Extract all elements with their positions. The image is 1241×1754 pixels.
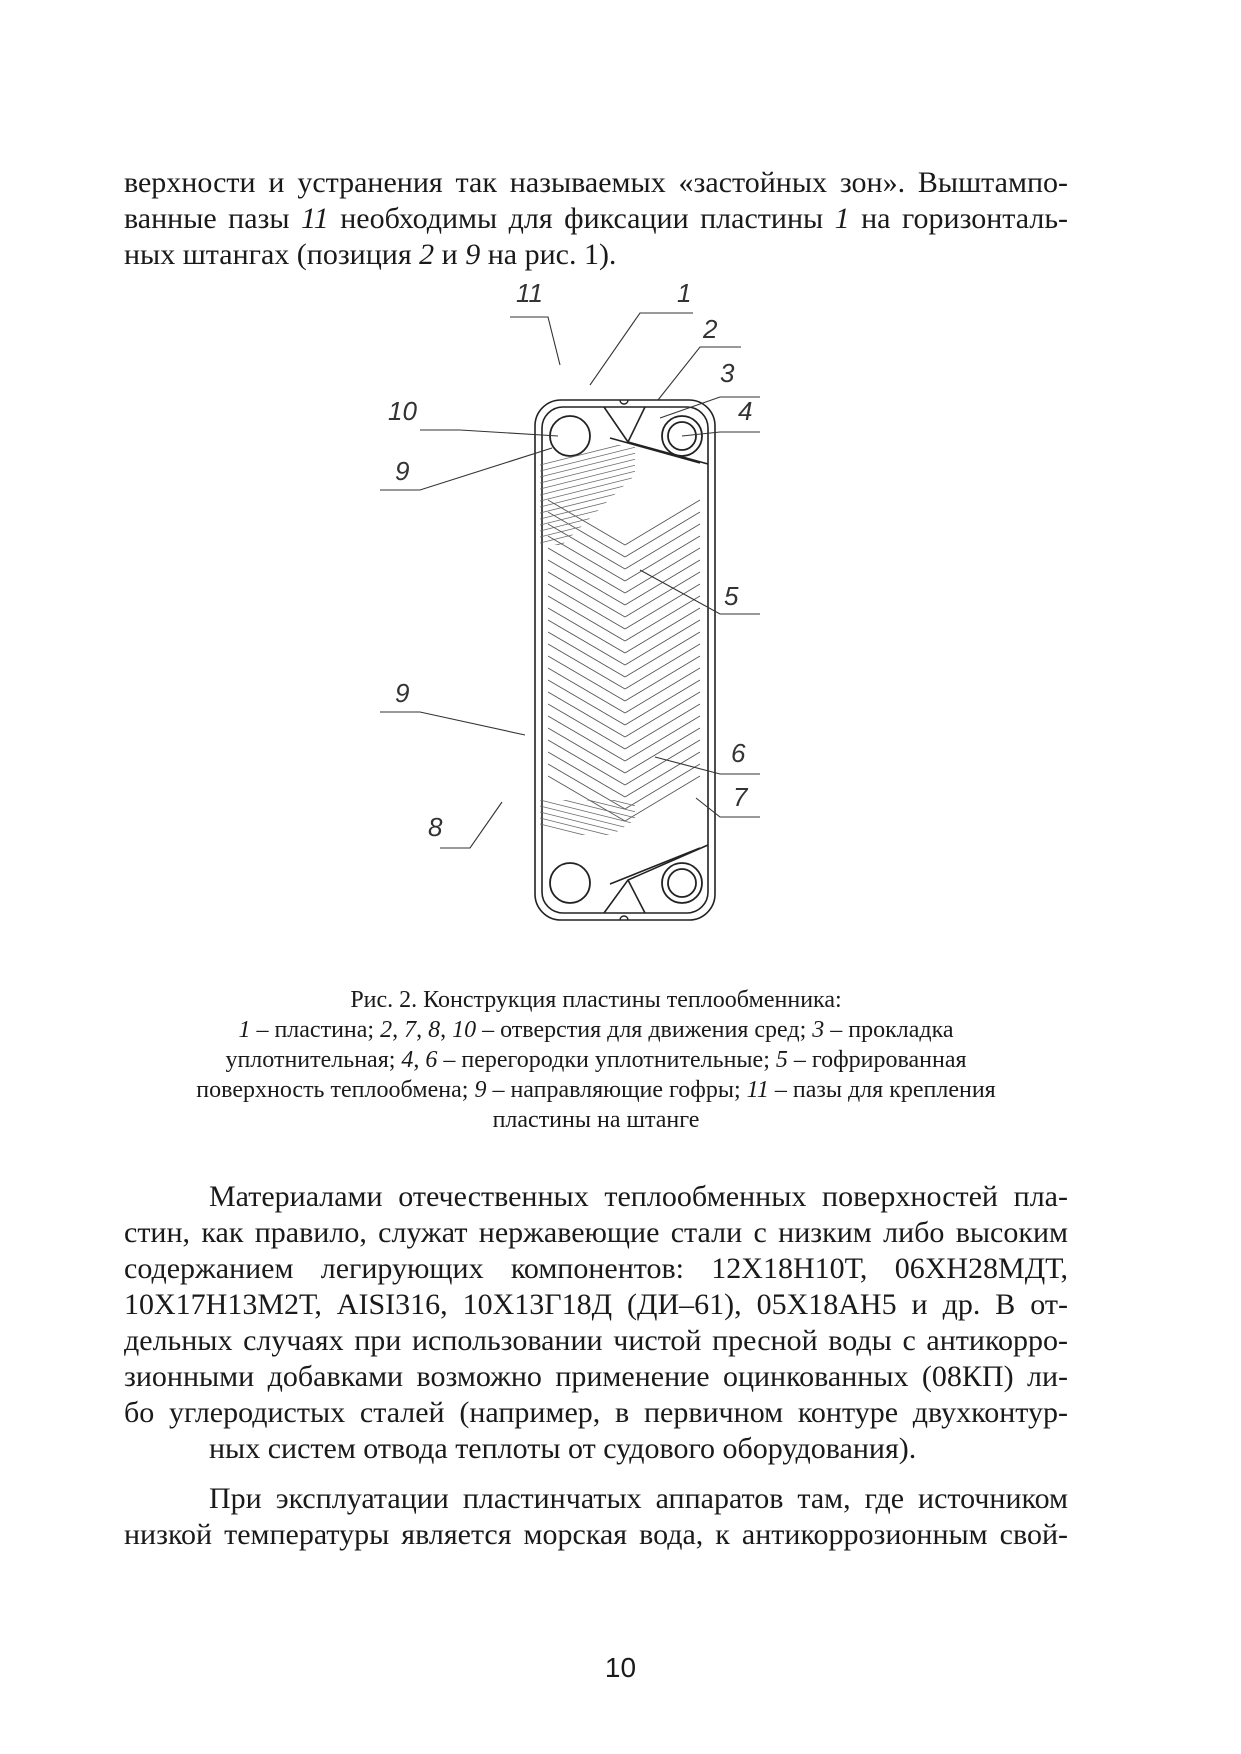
label-1: 1 [677, 278, 692, 308]
plate-drawing [388, 278, 860, 970]
label-10: 10 [388, 396, 417, 426]
paragraph-line: Материалами отечественных теплообменных поверхностей пла- [209, 1180, 1068, 1213]
paragraph-line: ных систем отвода теплоты от судового оборудования). [209, 1432, 917, 1465]
paragraph-line: низкой температуры является морская вода, к антикоррозионным свой- [124, 1518, 1068, 1551]
figure-caption [124, 985, 1068, 1135]
label-8: 8 [428, 812, 443, 842]
guide-corrugations-bottom [520, 777, 640, 849]
label-11: 11 [516, 278, 543, 308]
port-bottom-left [550, 863, 590, 903]
caption-line: пластины на штанге [492, 1107, 700, 1133]
paragraph-line: дельных случаях при использовании чистой пресной воды с антикорро- [124, 1324, 1068, 1357]
plate-outline [535, 400, 715, 920]
guide-corrugations-top [520, 440, 640, 560]
paragraph-line: При эксплуатации пластинчатых аппаратов там, где источником [209, 1482, 1068, 1515]
paragraph-materials [124, 1179, 1068, 1467]
caption-title: Рис. 2. Конструкция пластины теплообменника: [350, 987, 842, 1013]
caption-line: поверхность теплообмена; 9 – направляющие гофры; 11 – пазы для крепления [196, 1077, 996, 1103]
label-7: 7 [733, 782, 748, 812]
label-2: 2 [703, 314, 718, 344]
paragraph-top [124, 165, 1068, 273]
label-4: 4 [738, 396, 753, 426]
paragraph-line: бо углеродистых сталей (например, в первичном контуре двухконтур- [124, 1396, 1068, 1429]
label-5: 5 [724, 581, 739, 611]
corrugated-surface [548, 500, 700, 821]
paragraph-operation [124, 1481, 1068, 1553]
leader-lines [380, 313, 760, 848]
label-6: 6 [731, 738, 746, 768]
label-3: 3 [720, 358, 735, 388]
paragraph-line: ных штангах (позиция 2 и 9 на рис. 1). [124, 238, 617, 271]
label-9-bottom: 9 [395, 678, 410, 708]
label-9-top: 9 [395, 456, 410, 486]
paragraph-line: ванные пазы 11 необходимы для фиксации пластины 1 на горизонталь- [124, 202, 1068, 235]
paragraph-line: 10Х17Н13М2Т, AISI316, 10Х13Г18Д (ДИ–61), 05Х18АН5 и др. В от- [124, 1288, 1068, 1321]
paragraph-line: зионными добавками возможно применение оцинкованных (08КП) ли- [124, 1360, 1068, 1393]
caption-line: 1 – пластина; 2, 7, 8, 10 – отверстия для движения сред; 3 – прокладка [238, 1017, 954, 1043]
gasket-partitions [604, 407, 708, 913]
page-number: 10 [604, 1652, 637, 1683]
port-bottom-right-inner [668, 869, 696, 897]
paragraph-line: содержанием легирующих компонентов: 12Х18Н10Т, 06ХН28МДТ, [124, 1252, 1068, 1285]
paragraph-line: стин, как правило, служат нержавеющие стали с низким либо высоким [124, 1216, 1068, 1249]
paragraph-line: верхности и устранения так называемых «застойных зон». Выштампо- [124, 166, 1068, 199]
caption-line: уплотнительная; 4, 6 – перегородки уплотнительные; 5 – гофрированная [225, 1047, 967, 1073]
